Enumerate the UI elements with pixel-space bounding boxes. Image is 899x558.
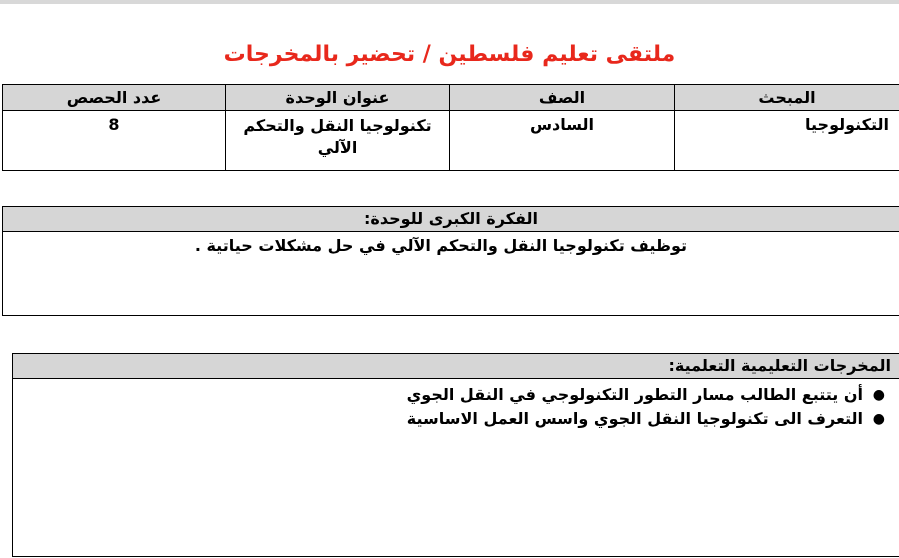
outcomes-heading: المخرجات التعليمية التعلمية: xyxy=(13,354,899,379)
outcomes-list xyxy=(13,379,899,431)
big-idea-text: توظيف تكنولوجيا النقل والتحكم الآلي في حل مشكلات حياتية . xyxy=(194,236,687,255)
page-title: ملتقى تعليم فلسطين / تحضير بالمخرجات xyxy=(223,42,676,67)
info-table xyxy=(2,84,899,171)
list-item xyxy=(13,407,885,431)
value-unit-title: تكنولوجيا النقل والتحكم الآلي xyxy=(226,111,450,171)
bullet-icon: ● xyxy=(872,411,885,427)
info-header-row xyxy=(3,85,899,111)
list-item xyxy=(13,383,885,407)
value-lesson-count: 8 xyxy=(3,111,226,171)
header-subject: المبحث xyxy=(675,85,899,111)
big-idea-heading: الفكرة الكبرى للوحدة: xyxy=(3,207,899,232)
top-border xyxy=(0,0,899,4)
header-grade: الصف xyxy=(450,85,675,111)
header-lesson-count: عدد الحصص xyxy=(3,85,226,111)
value-grade: السادس xyxy=(450,111,675,171)
big-idea-box xyxy=(2,206,899,316)
outcome-text: أن يتتبع الطالب مسار التطور التكنولوجي في النقل الجوي xyxy=(406,385,863,404)
info-value-row xyxy=(3,111,899,171)
outcomes-box xyxy=(12,353,899,557)
outcome-text: التعرف الى تكنولوجيا النقل الجوي واسس العمل الاساسية xyxy=(406,409,863,428)
bullet-icon: ● xyxy=(872,387,885,403)
value-subject: التكنولوجيا xyxy=(675,111,899,171)
header-unit-title: عنوان الوحدة xyxy=(226,85,450,111)
